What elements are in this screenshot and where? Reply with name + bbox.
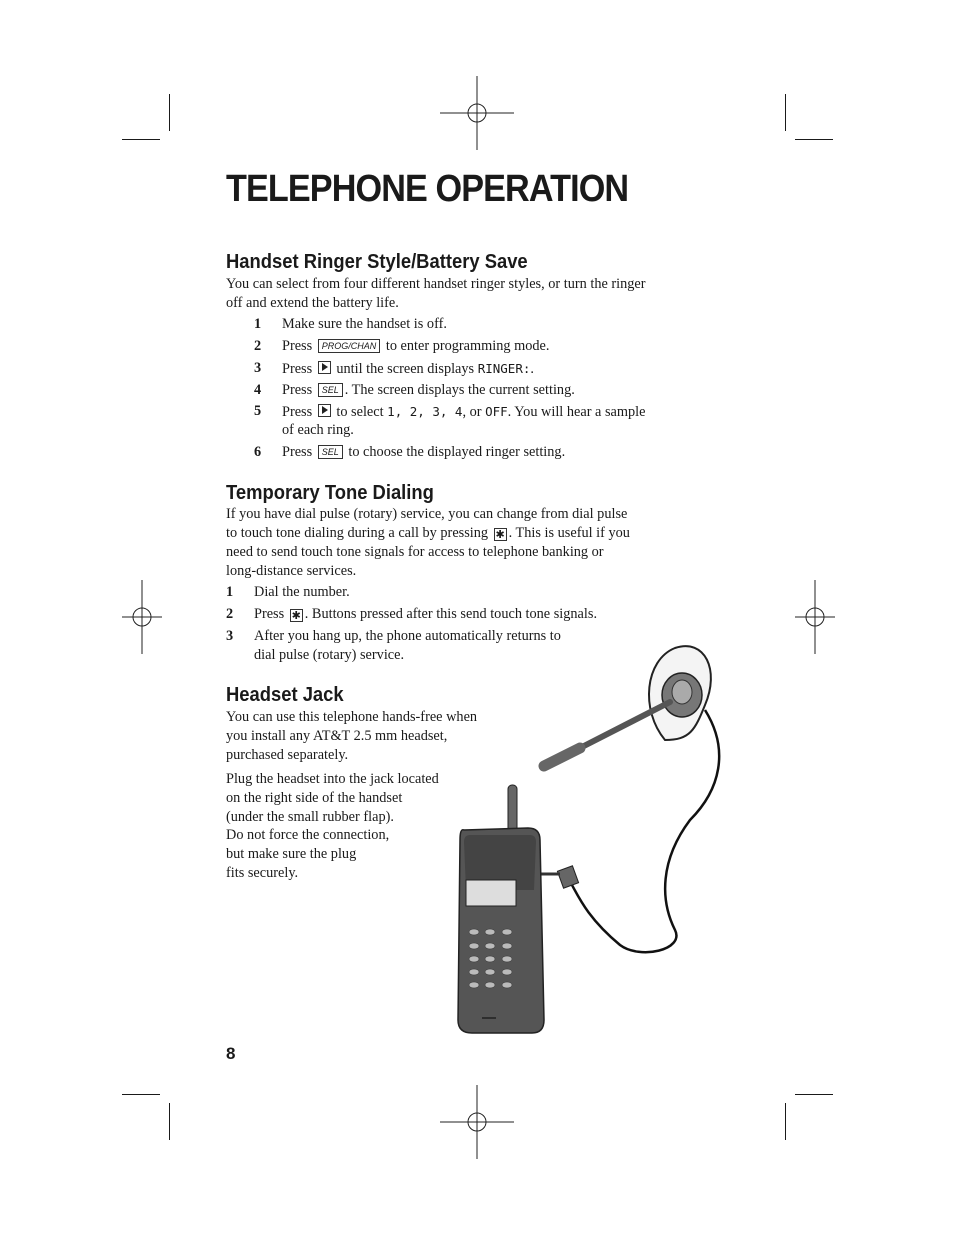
step-text: Press <box>282 404 313 420</box>
step-text: Press <box>282 361 313 377</box>
step-text: . You will hear a sample <box>507 404 646 420</box>
star-key-icon: ✱ <box>291 609 301 622</box>
headset-para-line: (under the small rubber flap). <box>226 809 394 825</box>
mic-tip <box>544 748 580 766</box>
step-number: 3 <box>226 628 234 644</box>
tone-intro-line: If you have dial pulse (rotary) service, you can change from dial pulse <box>226 506 628 522</box>
crop-mark <box>169 1103 170 1140</box>
step-text: dial pulse (rotary) service. <box>254 647 405 663</box>
step-number: 6 <box>254 444 262 460</box>
step-number: 1 <box>226 584 234 600</box>
tone-intro-text: . This is useful if you <box>508 525 630 541</box>
step-text: Press <box>254 606 285 622</box>
step-text: of each ring. <box>282 422 354 438</box>
step-number: 2 <box>254 338 262 354</box>
step-text: . Buttons pressed after this send touch tone signals. <box>304 606 598 622</box>
lcd-display-text: 1, 2, 3, 4 <box>387 404 463 419</box>
crop-mark <box>795 139 833 140</box>
step-text: to choose the displayed ringer setting. <box>348 444 566 460</box>
prog-chan-key-icon: PROG/CHAN <box>318 339 381 353</box>
crop-mark <box>122 1094 160 1095</box>
headset-cord <box>572 710 719 952</box>
headset-para-line: on the right side of the handset <box>226 790 403 806</box>
star-key-icon: ✱ <box>495 528 505 541</box>
step-text: Press <box>282 382 313 398</box>
headset-para-line: purchased separately. <box>226 747 349 763</box>
ringer-intro-line: You can select from four different handset ringer styles, or turn the ringer <box>226 276 646 292</box>
lcd-display-text: RINGER: <box>477 361 531 376</box>
crop-mark <box>795 1094 833 1095</box>
crop-mark <box>169 94 170 131</box>
tone-intro-text: to touch tone dialing during a call by pressing <box>226 525 489 541</box>
step-text: Press <box>282 338 313 354</box>
step-text: until the screen displays <box>336 361 475 377</box>
registration-mark-icon <box>440 1085 514 1159</box>
crop-mark <box>785 1103 786 1140</box>
registration-mark-icon <box>795 580 835 654</box>
section-heading-tone: Temporary Tone Dialing <box>226 482 434 504</box>
step-number: 2 <box>226 606 234 622</box>
sel-key-icon: SEL <box>318 445 343 459</box>
step-number: 3 <box>254 360 262 376</box>
headset-plug <box>557 866 578 888</box>
headset-para-line: Plug the headset into the jack located <box>226 771 439 787</box>
section-heading-headset: Headset Jack <box>226 684 344 706</box>
step-text: to select <box>336 404 384 420</box>
section-heading-ringer: Handset Ringer Style/Battery Save <box>226 251 528 273</box>
step-text: Make sure the handset is off. <box>282 316 447 332</box>
step-number: 1 <box>254 316 262 332</box>
headset-para-line: You can use this telephone hands-free when <box>226 709 478 725</box>
step-text: to enter programming mode. <box>385 338 550 354</box>
crop-mark <box>785 94 786 131</box>
headset-para-line: but make sure the plug <box>226 846 357 862</box>
page-number: 8 <box>226 1044 236 1063</box>
crop-mark <box>122 139 160 140</box>
page-title: TELEPHONE OPERATION <box>226 168 629 210</box>
right-arrow-key-icon <box>318 404 331 417</box>
right-arrow-key-icon <box>318 361 331 374</box>
headset-para-line: you install any AT&T 2.5 mm headset, <box>226 728 448 744</box>
step-text: Press <box>282 444 313 460</box>
headset-para-line: fits securely. <box>226 865 299 881</box>
lcd-display-text: OFF <box>485 404 508 419</box>
step-text: . <box>530 361 534 377</box>
ringer-intro-line: off and extend the battery life. <box>226 295 399 311</box>
step-text: , or <box>462 404 482 420</box>
registration-mark-icon <box>122 580 162 654</box>
step-text: . The screen displays the current setting. <box>344 382 575 398</box>
tone-intro-line: need to send touch tone signals for access to telephone banking or <box>226 544 604 560</box>
step-number: 5 <box>254 403 262 419</box>
step-text: Dial the number. <box>254 584 350 600</box>
sel-key-icon: SEL <box>318 383 343 397</box>
tone-intro-line <box>226 524 630 543</box>
tone-intro-line: long-distance services. <box>226 563 357 579</box>
step-text: After you hang up, the phone automatically returns to <box>254 628 561 644</box>
registration-mark-icon <box>440 76 514 150</box>
headset-handset-illustration <box>420 630 740 1040</box>
handset-screen <box>466 880 516 906</box>
step-number: 4 <box>254 382 262 398</box>
headset-para-line: Do not force the connection, <box>226 827 390 843</box>
